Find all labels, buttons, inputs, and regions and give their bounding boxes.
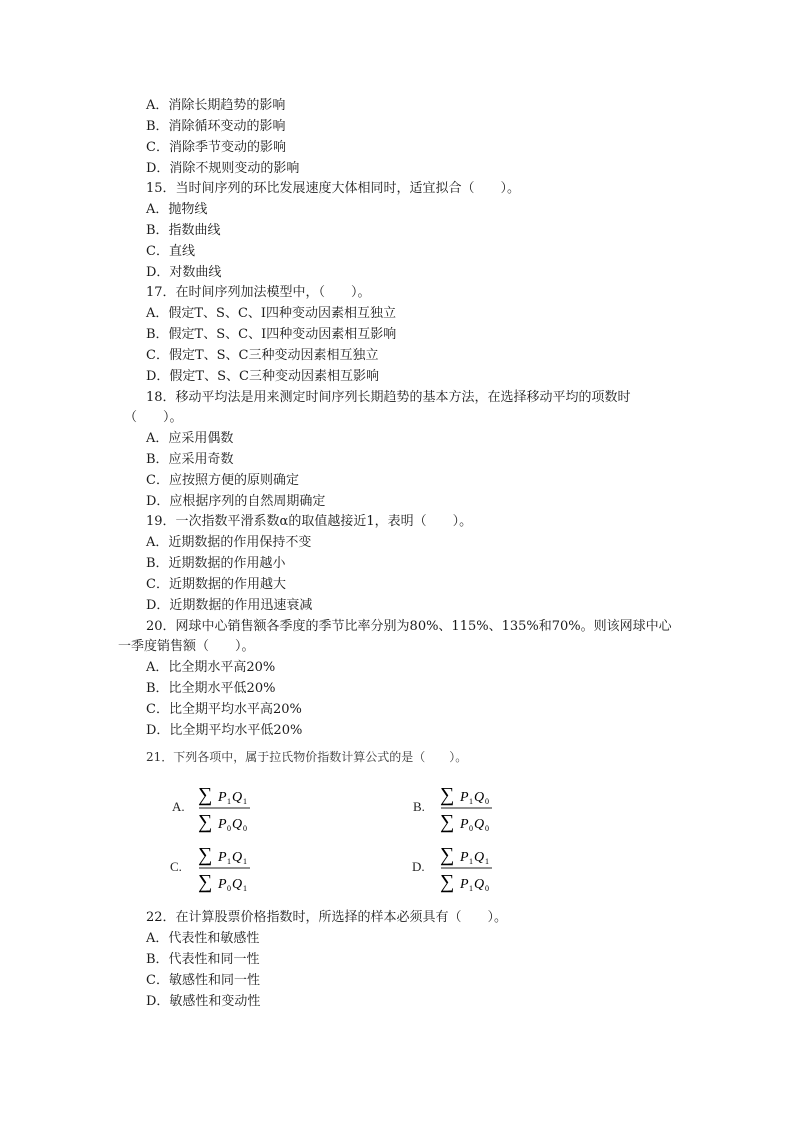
svg-text:∑: ∑ <box>440 871 455 893</box>
q21-option-c-formula <box>198 842 262 894</box>
q18-stem-line-1: 18．移动平均法是用来测定时间序列长期趋势的基本方法，在选择移动平均的项数时 <box>146 390 631 405</box>
q17-option-a: A．假定T、S、C、I四种变动因素相互独立 <box>146 306 397 321</box>
q19-option-b: B．近期数据的作用越小 <box>146 556 286 571</box>
q22-stem: 22．在计算股票价格指数时，所选择的样本必须具有（ ）。 <box>146 910 508 925</box>
q17-stem: 17．在时间序列加法模型中，（ ）。 <box>146 285 371 300</box>
q21-option-c-label: C. <box>170 859 182 874</box>
svg-text:P: P <box>460 790 469 805</box>
svg-text:P: P <box>460 817 469 832</box>
q18-stem-line-2: （ ）。 <box>124 410 183 425</box>
q20-option-d: D．比全期平均水平低20% <box>146 723 303 738</box>
q19-option-d: D．近期数据的作用迅速衰减 <box>146 598 313 613</box>
q21-option-a-label: A. <box>172 799 185 814</box>
svg-text:0: 0 <box>227 884 231 893</box>
svg-text:∑: ∑ <box>198 844 213 866</box>
q21-option-b-label: B. <box>413 799 425 814</box>
q14-option-d: D．消除不规则变动的影响 <box>146 161 300 176</box>
svg-text:0: 0 <box>485 797 489 806</box>
q20-option-c: C．比全期平均水平高20% <box>146 702 302 717</box>
svg-text:Q: Q <box>474 817 485 832</box>
svg-text:0: 0 <box>485 884 489 893</box>
q20-stem-line-1: 20．网球中心销售额各季度的季节比率分别为80%、115%、135%和70%。则该网球中心 <box>146 619 672 634</box>
q22-option-c: C．敏感性和同一性 <box>146 973 260 988</box>
svg-text:Q: Q <box>474 877 485 892</box>
q20-stem-line-2: 一季度销售额（ ）。 <box>118 639 255 654</box>
svg-text:P: P <box>460 877 469 892</box>
svg-text:P: P <box>218 790 227 805</box>
q18-option-a: A．应采用偶数 <box>146 431 234 446</box>
q14-option-a: A．消除长期趋势的影响 <box>146 98 286 113</box>
sum-symbol: ∑ <box>198 784 213 806</box>
q17-option-c: C．假定T、S、C三种变动因素相互独立 <box>146 348 379 363</box>
q15-option-c: C．直线 <box>146 244 195 259</box>
q17-option-d: D．假定T、S、C三种变动因素相互影响 <box>146 369 379 384</box>
q22-option-a: A．代表性和敏感性 <box>146 931 260 946</box>
svg-text:1: 1 <box>243 857 247 866</box>
svg-text:Q: Q <box>232 850 243 865</box>
q20-option-a: A．比全期水平高20% <box>146 660 276 675</box>
q21-option-b-formula <box>440 782 504 834</box>
q14-option-c: C．消除季节变动的影响 <box>146 140 286 155</box>
svg-text:1: 1 <box>485 857 489 866</box>
svg-text:Q: Q <box>232 790 243 805</box>
svg-text:∑: ∑ <box>440 811 455 833</box>
q21-option-d-label: D. <box>412 859 425 874</box>
q15-option-d: D．对数曲线 <box>146 265 222 280</box>
svg-text:1: 1 <box>469 884 473 893</box>
svg-text:1: 1 <box>243 797 247 806</box>
svg-text:∑: ∑ <box>440 784 455 806</box>
svg-text:1: 1 <box>469 857 473 866</box>
q18-option-c: C．应按照方便的原则确定 <box>146 473 299 488</box>
svg-text:P: P <box>218 850 227 865</box>
svg-text:0: 0 <box>243 824 247 833</box>
q22-option-b: B．代表性和同一性 <box>146 952 260 967</box>
svg-text:0: 0 <box>227 824 231 833</box>
q22-option-d: D．敏感性和变动性 <box>146 994 261 1009</box>
q19-stem: 19．一次指数平滑系数α的取值越接近1，表明（ ）。 <box>146 514 473 529</box>
svg-text:Q: Q <box>232 817 243 832</box>
q19-option-c: C．近期数据的作用越大 <box>146 577 286 592</box>
svg-text:∑: ∑ <box>198 871 213 893</box>
svg-text:1: 1 <box>227 857 231 866</box>
q15-option-a: A．抛物线 <box>146 202 208 217</box>
svg-text:0: 0 <box>485 824 489 833</box>
q17-option-b: B．假定T、S、C、I四种变动因素相互影响 <box>146 327 397 342</box>
svg-text:∑: ∑ <box>198 811 213 833</box>
svg-text:∑: ∑ <box>440 844 455 866</box>
svg-text:0: 0 <box>469 824 473 833</box>
q18-option-b: B．应采用奇数 <box>146 452 234 467</box>
q19-option-a: A．近期数据的作用保持不变 <box>146 535 312 550</box>
q14-option-b: B．消除循环变动的影响 <box>146 119 286 134</box>
q20-option-b: B．比全期水平低20% <box>146 681 276 696</box>
svg-text:P: P <box>218 877 227 892</box>
svg-text:1: 1 <box>243 884 247 893</box>
svg-text:Q: Q <box>474 790 485 805</box>
q21-stem: 21．下列各项中，属于拉氏物价指数计算公式的是（ ）。 <box>146 750 468 764</box>
q15-option-b: B．指数曲线 <box>146 223 221 238</box>
q15-stem: 15．当时间序列的环比发展速度大体相同时，适宜拟合（ ）。 <box>146 181 521 196</box>
svg-text:1: 1 <box>227 797 231 806</box>
svg-text:1: 1 <box>469 797 473 806</box>
svg-text:Q: Q <box>474 850 485 865</box>
q18-option-d: D．应根据序列的自然周期确定 <box>146 494 326 509</box>
q21-option-a-formula <box>198 782 262 834</box>
svg-text:P: P <box>218 817 227 832</box>
svg-text:P: P <box>460 850 469 865</box>
q21-option-d-formula <box>440 842 504 894</box>
svg-text:Q: Q <box>232 877 243 892</box>
